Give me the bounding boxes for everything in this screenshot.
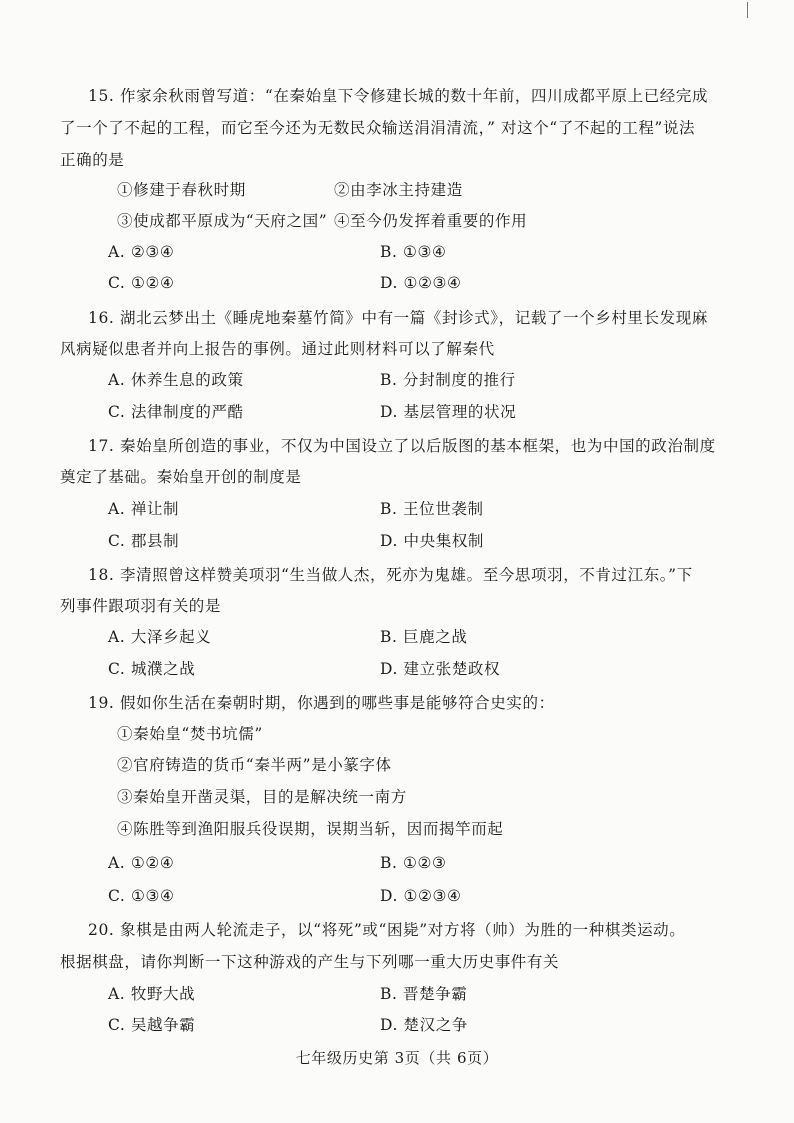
- question-15-option-b: B. ①③④: [380, 243, 447, 261]
- question-18-stem-line-2: 列事件跟项羽有关的是: [60, 597, 222, 615]
- question-19-item-4: ④陈胜等到渔阳服兵役误期，误期当斩，因而揭竿而起: [117, 820, 504, 838]
- question-16-option-b: B. 分封制度的推行: [380, 371, 516, 389]
- question-15-item-1: ①修建于春秋时期: [117, 181, 246, 199]
- question-17-stem-line-2: 奠定了基础。秦始皇开创的制度是: [60, 468, 302, 486]
- question-19-stem-line-1: 19. 假如你生活在秦朝时期，你遇到的哪些事是能够符合史实的：: [88, 694, 555, 712]
- question-18-option-a: A. 大泽乡起义: [108, 628, 212, 646]
- question-19-item-1: ①秦始皇“焚书坑儒”: [117, 725, 263, 743]
- question-20-stem-line-2: 根据棋盘，请你判断一下这种游戏的产生与下列哪一重大历史事件有关: [60, 953, 560, 971]
- question-17-option-a: A. 禅让制: [108, 500, 180, 518]
- question-19-option-c: C. ①③④: [108, 887, 175, 905]
- page-footer: 七年级历史第 3页（共 6页）: [295, 1049, 499, 1067]
- question-18-stem-line-1: 18. 李清照曾这样赞美项羽“生当做人杰，死亦为鬼雄。至今思项羽，不肯过江东。”下: [88, 566, 693, 584]
- question-18-option-d: D. 建立张楚政权: [380, 660, 501, 678]
- question-16-stem-line-1: 16. 湖北云梦出土《睡虎地秦墓竹简》中有一篇《封诊式》，记载了一个乡村里长发现麻: [88, 309, 708, 327]
- question-20-option-c: C. 吴越争霸: [108, 1016, 196, 1034]
- question-18-option-b: B. 巨鹿之战: [380, 628, 468, 646]
- question-20-option-a: A. 牧野大战: [108, 985, 196, 1003]
- question-19-option-d: D. ①②③④: [380, 887, 462, 905]
- question-16-option-c: C. 法律制度的严酷: [108, 403, 244, 421]
- question-18-option-c: C. 城濮之战: [108, 660, 196, 678]
- question-17-option-b: B. 王位世袭制: [380, 500, 484, 518]
- question-16-option-a: A. 休养生息的政策: [108, 371, 244, 389]
- question-15-stem-line-1: 15. 作家余秋雨曾写道：“在秦始皇下令修建长城的数十年前，四川成都平原上已经完成: [88, 87, 709, 105]
- question-16-option-d: D. 基层管理的状况: [380, 403, 517, 421]
- question-19-item-3: ③秦始皇开凿灵渠，目的是解决统一南方: [117, 788, 407, 806]
- question-19-option-b: B. ①②③: [380, 854, 447, 872]
- scan-mark: [747, 2, 748, 18]
- question-15-option-a: A. ②③④: [108, 243, 175, 261]
- question-20-option-d: D. 楚汉之争: [380, 1016, 468, 1034]
- question-19-option-a: A. ①②④: [108, 854, 175, 872]
- question-15-option-c: C. ①②④: [108, 274, 175, 292]
- question-20-option-b: B. 晋楚争霸: [380, 985, 468, 1003]
- question-17-option-d: D. 中央集权制: [380, 532, 485, 550]
- question-15-item-4: ④至今仍发挥着重要的作用: [334, 212, 528, 230]
- question-16-stem-line-2: 风病疑似患者并向上报告的事例。通过此则材料可以了解秦代: [60, 340, 495, 358]
- question-15-option-d: D. ①②③④: [380, 274, 462, 292]
- question-17-stem-line-1: 17. 秦始皇所创造的事业，不仅为中国设立了以后版图的基本框架，也为中国的政治制度: [88, 437, 716, 455]
- question-15-item-2: ②由李冰主持建造: [334, 181, 463, 199]
- question-19-item-2: ②官府铸造的货币“秦半两”是小篆字体: [117, 756, 392, 774]
- question-15-stem-line-3: 正确的是: [60, 151, 125, 169]
- question-17-option-c: C. 郡县制: [108, 532, 180, 550]
- question-15-stem-line-2: 了一个了不起的工程，而它至今还为无数民众输送涓涓清流，” 对这个“了不起的工程”说法: [60, 119, 696, 137]
- question-15-item-3: ③使成都平原成为“天府之国”: [117, 212, 328, 230]
- question-20-stem-line-1: 20. 象棋是由两人轮流走子，以“将死”或“困毙”对方将（帅）为胜的一种棋类运动。: [88, 921, 686, 939]
